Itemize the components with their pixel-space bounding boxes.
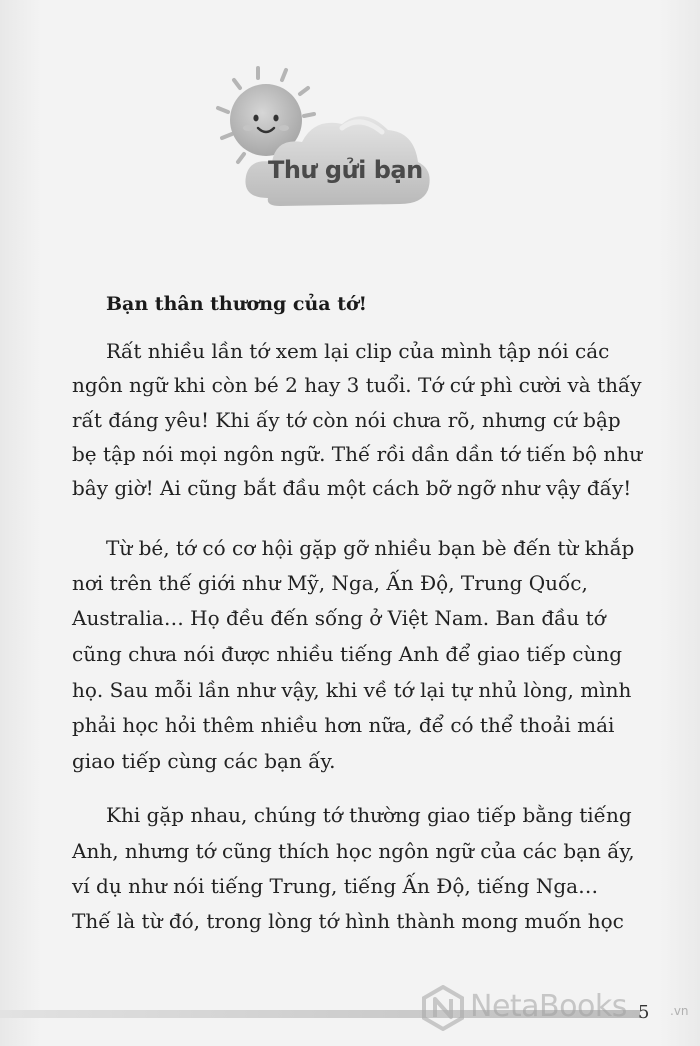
watermark-logo-icon bbox=[420, 985, 466, 1031]
watermark-text: NetaBooks bbox=[470, 989, 627, 1024]
paragraph-3-line-1: Khi gặp nhau, chúng tớ thường giao tiếp bằng tiếng bbox=[106, 803, 632, 827]
paragraph-1-line-4: bẹ tập nói mọi ngôn ngữ. Thế rồi dần dần tớ tiến bộ như bbox=[72, 442, 643, 466]
paragraph-1-line-5: bây giờ! Ai cũng bắt đầu một cách bỡ ngỡ như vậy đấy! bbox=[72, 476, 632, 500]
paragraph-3-line-4: Thế là từ đó, trong lòng tớ hình thành mong muốn học bbox=[72, 909, 624, 933]
paragraph-1-line-1: Rất nhiều lần tớ xem lại clip của mình tập nói các bbox=[106, 339, 610, 363]
page-number: 5 bbox=[638, 1002, 650, 1023]
page-heading: Thư gửi bạn bbox=[268, 156, 423, 184]
greeting-line: Bạn thân thương của tớ! bbox=[106, 293, 368, 315]
paragraph-2-line-7: giao tiếp cùng các bạn ấy. bbox=[72, 749, 336, 773]
paragraph-2-line-1: Từ bé, tớ có cơ hội gặp gỡ nhiều bạn bè đến từ khắp bbox=[106, 536, 635, 560]
paragraph-2-line-4: cũng chưa nói được nhiều tiếng Anh để giao tiếp cùng bbox=[72, 642, 623, 666]
paragraph-2-line-3: Australia… Họ đều đến sống ở Việt Nam. Ban đầu tớ bbox=[72, 606, 606, 630]
paragraph-2-line-6: phải học hỏi thêm nhiều hơn nữa, để có thể thoải mái bbox=[72, 713, 615, 737]
paragraph-2-line-5: họ. Sau mỗi lần như vậy, khi về tớ lại tự nhủ lòng, mình bbox=[72, 678, 632, 702]
paragraph-3-line-3: ví dụ như nói tiếng Trung, tiếng Ấn Độ, tiếng Nga… bbox=[72, 874, 599, 898]
heading-illustration bbox=[210, 58, 435, 228]
paragraph-3-line-2: Anh, nhưng tớ cũng thích học ngôn ngữ của các bạn ấy, bbox=[72, 839, 635, 863]
paragraph-2-line-2: nơi trên thế giới như Mỹ, Nga, Ấn Độ, Trung Quốc, bbox=[72, 571, 588, 595]
watermark-suffix: .vn bbox=[670, 1004, 689, 1018]
paragraph-1-line-2: ngôn ngữ khi còn bé 2 hay 3 tuổi. Tớ cứ phì cười và thấy bbox=[72, 373, 642, 397]
paragraph-1-line-3: rất đáng yêu! Khi ấy tớ còn nói chưa rõ, nhưng cứ bập bbox=[72, 408, 621, 432]
